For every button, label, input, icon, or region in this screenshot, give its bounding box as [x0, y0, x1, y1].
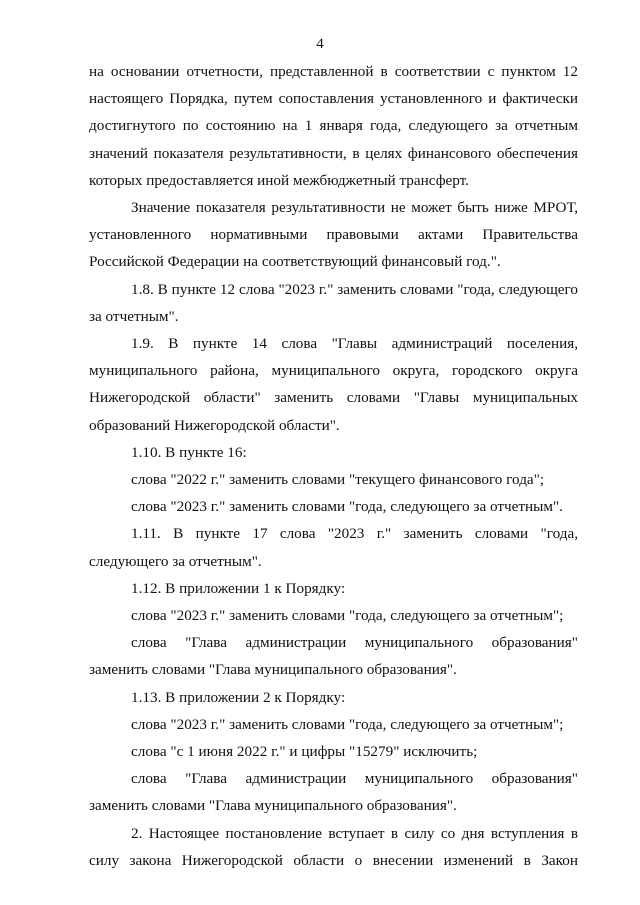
paragraph-1-12-a: слова "2023 г." заменить словами "года, следующего за отчетным";: [131, 607, 564, 625]
paragraph-1-10: 1.10. В пункте 16:: [131, 443, 247, 461]
paragraph-1-8: 1.8. В пункте 12 слова "2023 г." заменить словами "года, следующего за отчетным".: [89, 280, 578, 325]
paragraph-1-10-a: слова "2022 г." заменить словами "текущего финансового года";: [131, 471, 545, 489]
paragraph-2: 2. Настоящее постановление вступает в силу со дня вступления в силу закона Нижегородской области о внесении изменений в Закон: [89, 824, 578, 869]
page-number: 4: [316, 36, 324, 52]
paragraph-1-13-c: слова "Глава администрации муниципального образования" заменить словами "Глава муниципального образования".: [89, 770, 578, 815]
paragraph-reporting-basis: на основании отчетности, представленной в соответствии с пунктом 12 настоящего Порядка, путем сопоставления установленного и фактически достигнутого по состоянию на 1 января года, следующего за отчетным значений показателя результативности, в целях финансового обеспечения которых предоставляется иной межбюджетный трансферт.: [89, 63, 578, 189]
paragraph-mrot: Значение показателя результативности не может быть ниже МРОТ, установленного нормативными правовыми актами Правительства Российской Федерации на соответствующий финансовый год.".: [89, 199, 578, 271]
paragraph-1-12-b: слова "Глава администрации муниципального образования" заменить словами "Глава муниципального образования".: [89, 634, 578, 679]
paragraph-1-13-b: слова "с 1 июня 2022 г." и цифры "15279" исключить;: [131, 743, 478, 761]
document-body: [89, 58, 578, 874]
paragraph-1-9: 1.9. В пункте 14 слова "Главы администраций поселения, муниципального района, муниципального округа, городского округа Нижегородской области" заменить словами "Главы муниципальных образований Нижегородской области".: [89, 335, 578, 434]
paragraph-1-11: 1.11. В пункте 17 слова "2023 г." заменить словами "года, следующего за отчетным".: [89, 525, 578, 570]
paragraph-1-12: 1.12. В приложении 1 к Порядку:: [131, 579, 346, 597]
paragraph-1-13: 1.13. В приложении 2 к Порядку:: [131, 688, 346, 706]
paragraph-1-10-b: слова "2023 г." заменить словами "года, следующего за отчетным".: [131, 498, 563, 516]
paragraph-1-13-a: слова "2023 г." заменить словами "года, следующего за отчетным";: [131, 715, 564, 733]
